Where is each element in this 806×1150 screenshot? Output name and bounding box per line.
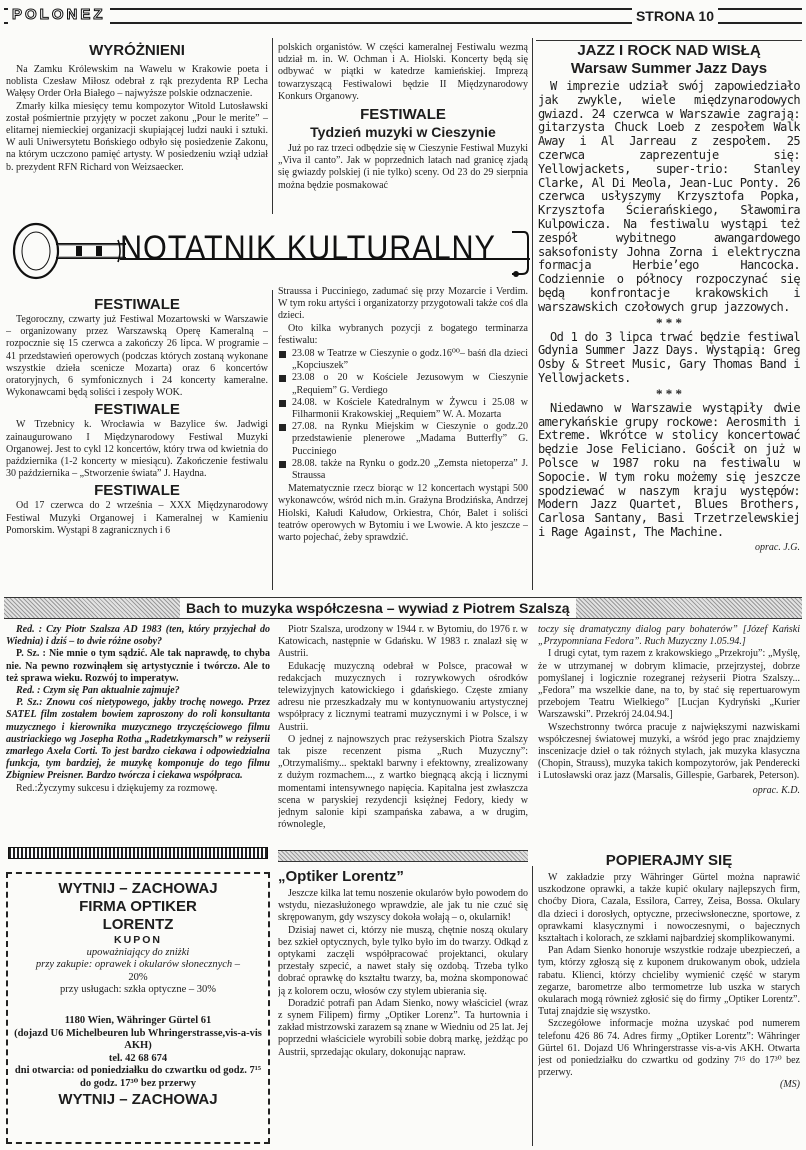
- column-rule: [532, 866, 533, 1146]
- paragraph: Doradzić potrafi pan Adam Sienko, nowy właściciel (wraz z synem Filipem) firmy „Optiker Lorenz”. Ta hurtownia i zakład mistrzowski zarazem są znane w Wiedniu od 25 lat. Jej poprzedni właściciele wyrobili sobie dobrą markę, jeżdżąc po Austrii, sprzedając okulary, dokonując napraw.: [278, 997, 528, 1058]
- paragraph: Pan Adam Sienko honoruje wszystkie rodzaje ubezpieczeń, a tym, którzy zgłoszą się z kuponem drukowanym obok, udziela rabatu. Klienci, którzy chcieliby wymienić część w starym zegarze, barometrze albo termometrze lub uszka w starych okularach mogą również zgłosić się do firmy „Optiker Lorentz”. Tutaj znajdzie się wszystko.: [538, 945, 800, 1018]
- optiker-col-1: [278, 866, 528, 1146]
- coupon-heading: WYTNIJ – ZACHOWAJ: [58, 1090, 218, 1108]
- paragraph: Oto kilka wybranych pozycji z bogatego terminarza festiwalu:: [278, 322, 528, 346]
- column-rule: [532, 38, 533, 590]
- interview-question: Red. : Czym się Pan aktualnie zajmuje?: [16, 685, 180, 697]
- signature: oprac. J.G.: [755, 541, 800, 553]
- section-title: POPIERAJMY SIĘ: [605, 852, 733, 869]
- paragraph: Szczegółowe informacje można uzyskać pod numerem telefonu 426 86 74. Adres firmy „Optiker Lorentz”: Währinger Gürtel 61. Dojazd U6 Whringerstrasse vis-a-vis AKH. Otwarta jest od poniedziałku do czwartku od godziny 7¹⁵ do 17³⁰ bez przerwy.: [538, 1018, 800, 1079]
- page-number: STRONA 10: [632, 8, 718, 24]
- section-festiwale-cieszyn: [278, 42, 528, 218]
- paragraph: Piotr Szalsza, urodzony w 1944 r. w Bytomiu, do 1976 r. w Katowicach, następnie w Gdańsku. W 1983 r. znalazł się w Austrii.: [278, 624, 528, 660]
- list-item: 27.08. na Rynku Miejskim w Cieszynie o godz.20 przedstawienie plenerowe „Madama Butterfly” G. Pucciniego: [278, 421, 528, 458]
- list-item: 28.08. także na Rynku o godz.20 „Zemsta nietoperza” J. Straussa: [278, 458, 528, 482]
- coupon-heading: WYTNIJ – ZACHOWAJ: [58, 880, 218, 897]
- paragraph: Matematycznie rzecz biorąc w 12 koncertach wystąpi 500 wykonawców, wśród nich m.in. Grażyna Brodzińska, Andrzej Hiolski, Kałudi Kałudow, Orkiestra, Chór, Balet i soliści teatrów operowych w Bytomiu i we Lwowie. A kto jeszcze – warto pojechać, żeby sprawdzić.: [278, 483, 528, 544]
- coupon-hours: dni otwarcia: od poniedziałku do czwartku od godz. 7¹⁵ do godz. 17³⁰ bez przerwy: [14, 1065, 262, 1089]
- interview-title: Bach to muzyka współczesna – wywiad z Piotrem Szalszą: [180, 598, 576, 618]
- paragraph: Niedawno w Warszawie wystąpiły dwie amerykańskie grupy rockowe: Aerosmith i Extreme. Wkrótce w stolicy koncertować będzie Jose Feliciano. Gościł on już w Polsce w 1987 roku na festiwalu w Sopocie. W tym roku możemy się jeszcze spodziewać w naszym kraju występów: Modern Jazz Quartet, Blues Brothers, Carlosa Santany, Basi Trzetrzelewskiej i Rage Against, The Machine.: [538, 400, 800, 539]
- section-title: JAZZ I ROCK NAD WISŁĄ: [577, 42, 761, 59]
- section-title: FESTIWALE: [360, 106, 446, 124]
- list-item: 23.08 w Teatrze w Cieszynie o godz.16⁰⁰– baśń dla dzieci „Kopciuszek”: [278, 348, 528, 372]
- interview-col-3: [538, 624, 800, 846]
- coupon-strip: [8, 847, 268, 859]
- section-festiwale-cieszyn-cont: [278, 286, 528, 592]
- optiker-bar: [278, 850, 528, 862]
- coupon-discount: 20%: [128, 971, 148, 983]
- paragraph: W Trzebnicy k. Wrocławia w Bazylice św. Jadwigi zainaugurowano I Międzynarodowy Festiwal Muzyki Organowej. Jest to cykl 12 koncertów, który trwa od kwietnia do października (1-2 koncerty w miesiącu). Zakończenie festiwalu 30 października – „Stworzenie świata” J. Haydna.: [6, 419, 268, 480]
- paragraph: Tegoroczny, czwarty już Festiwal Mozartowski w Warszawie – organizowany przez Warszawską Operę Kameralną – rozpocznie się 15 czerwca a zakończy 26 lipca. W programie – 41 przedstawień operowych (podczas których zostaną wykonane wszystkie dzieła scenicze Mozarta) oraz 6 koncertów oratoryjnych, 6 symfonicznych i 24 koncerty kameralne. Wykonawcami będą soliści i zespoły WOK.: [6, 314, 268, 399]
- banner-slide: [120, 258, 530, 260]
- paragraph: O jednej z najnowszych prac reżyserskich Piotra Szalszy tak pisze recenzent pisma „Ruch Muzyczny”: „Otrzymaliśmy... spektakl barwny i efektowny, zrealizowany z dużym rozmachem..., z wartko biegnącą akcją i licznymi momentami intensywnego napięcia. Kapitalna jest zwłaszcza scena w paryskiej rezydencji księżnej Fedory, kiedy w jednym salonie kipi szampańska zabawa, a w drugim, równolegle,: [278, 733, 528, 831]
- separator-stars: * * *: [656, 385, 682, 401]
- paragraph: Na Zamku Królewskim na Wawelu w Krakowie poeta i noblista Czesław Miłosz odebrał z rąk prezydenta RP Lecha Wałęsy Order Orła Białego – najwyższe polskie odznaczenie.: [6, 64, 268, 100]
- paragraph: Jeszcze kilka lat temu noszenie okularów było powodem do wstydu, niezasłużonego wprawdzie, ale jak tu nie czuć się skrępowanym, gdy wszyscy dokoła wołają – o, okularnik!: [278, 888, 528, 924]
- paragraph: Od 17 czerwca do 2 września – XXX Międzynarodowy Festiwal Muzyki Organowej i Kameralnej w Kamieniu Pomorskim. Wystąpi 8 zagranicznych i 6: [6, 500, 268, 536]
- interview-question: Red. : Czy Piotr Szalsza AD 1983 (ten, który przyjechał do Wiednia) i dziś – to dwie różne osoby?: [6, 624, 270, 648]
- optiker-col-2: [538, 852, 800, 1146]
- paragraph: Od 1 do 3 lipca trwać będzie festiwal Gdynia Summer Jazz Days. Wystąpią: Greg Osby & Street Music, Gary Thomas Band i Yellowjackets.: [538, 329, 800, 385]
- interview-col-1: [6, 624, 270, 834]
- section-festiwale-left: [6, 296, 268, 590]
- list-item: 24.08. w Kościele Katedralnym w Żywcu i 25.08 w Filharmonii Krakowskiej „Requiem” W. A. Mozarta: [278, 397, 528, 421]
- coupon-phone: tel. 42 68 674: [108, 1052, 168, 1064]
- section-title: FESTIWALE: [94, 401, 180, 419]
- paragraph: Straussa i Pucciniego, zadumać się przy Mozarcie i Verdim. W tym roku artyści i organizatorzy przygotowali także coś dla dzieci.: [278, 286, 528, 322]
- coupon-text: upoważniający do zniżki: [86, 946, 190, 958]
- section-wyroznieni: [6, 42, 268, 212]
- list-item: 23.08 o 20 w Kościele Jezusowym w Cieszynie „Requiem” G. Verdiego: [278, 372, 528, 396]
- section-title: FESTIWALE: [94, 482, 180, 500]
- paragraph: Edukację muzyczną odebrał w Polsce, pracował w redakcjach muzycznych i rozrywkowych ośrodków telewizyjnych katowickiego i gdańskiego. Częste zmiany adresu nie przeszkadzały mu w kontynuowaniu artystycznej współpracy z licznymi teatrami muzycznymi i w Polsce, i w Austrii.: [278, 660, 528, 733]
- interview-answer: P. Sz.: Znowu coś nietypowego, jakby trochę nowego. Przez SATEL film zostałem bowiem zaproszony do roli konsultanta muzycznego i kierownika muzycznego trzyczęściowego filmu austriackiego wg Josepha Rotha „Radetzkymarsch” w reżyserii zmarłego Axela Corti. To jest bardzo ciekawa i odpowiedzialna funkcja, tym bardziej, że muzykę komponuje do tego filmu Zbigniew Preisner. Bardzo twórcza i ciekawa współpraca.: [6, 697, 270, 782]
- event-list: [278, 348, 528, 482]
- coupon-company: LORENTZ: [102, 916, 174, 933]
- coupon-text: przy zakupie: oprawek i okularów słonecznych –: [35, 959, 241, 971]
- column-rule: [272, 290, 273, 590]
- paragraph: Wszechstronny twórca pracuje z największymi nazwiskami współczesnej światowej muzyki, a wśród jego prac znajdziemy inscenizacje dzieł o tak różnych stylach, jak muzyka klasyczna (Chopin, Strauss), muzyka takich kompozytorów, jak Penderecki i Lutosławski oraz jazz (Marsalis, Gillespie, Garbarek, Peterson).: [538, 721, 800, 782]
- paragraph: Zmarły kilka miesięcy temu kompozytor Witold Lutosławski został pośmiertnie przyjęty w poczet zakonu „Pour le merite” – elitarnej niemieckiej organizacji skupiającej ludzi nauki i sztuki. W auli Uniwersytetu Bońskiego odbyło się posiedzenie Zakonu, na którym uczczono pamięć artysty. W posiedzeniu wziął udział b. prezydent RFN Richard von Weizsaecker.: [6, 100, 268, 173]
- paragraph: Dzisiaj nawet ci, którzy nie muszą, chętnie noszą okulary bez szkieł optycznych, byle tylko było im do twarzy. Odkąd z optykami zaczęli współpracować projektanci, okulary przestały szpecić, a nawet stały się ozdobą. Trzeba tylko dobrać oprawkę do kształtu twarzy, ba, można skomponować ją z kolorem oczu, włosów czy stylem ubierania się.: [278, 924, 528, 997]
- separator-stars: * * *: [656, 314, 682, 330]
- coupon-label: KUPON: [114, 934, 162, 946]
- paragraph: W imprezie udział swój zapowiedziało jak zwykle, wiele międzynarodowych gwiazd. 24 czerwca w Warszawie zagrają: gitarzysta Chuck Loeb z zespołem Walk Away i Al Jarreau z zespołem. 25 czerwca zaprezentuje się: Yellowjackets, super-trio: Stanley Clarke, Al Di Meola, Jean-Luc Ponty. 26 czerwca usłyszymy Krzysztofa Popka, Krzysztofa Ścierańskiego, Sławomira Kulpowicza. Na festiwalu wystąpi też zespół wybitnego awangardowego saksofonisty Johna Zorna i elektryczna formacja Herbie’ego Hancocka. Codziennie o północy rozpoczynać się będą konfrontacje krakowskich i warszawskich czołowych grup jazzowych.: [538, 79, 800, 314]
- coupon: [6, 872, 270, 1144]
- section-title: FESTIWALE: [94, 296, 180, 313]
- section-subtitle: Tydzień muzyki w Cieszynie: [310, 124, 496, 141]
- paragraph: W zakładzie przy Währinger Gürtel można naprawić uszkodzone oprawki, a także kupić okulary najlepszych firm, choćby Diora, Cazala, Essilora, Carrey, Zeisa, Bossa. Okulary dla dzieci i dorosłych, optyczne, przeciwsłoneczne, sportowe, z oprawkami klasycznymi i nowoczesnymi, o bajecznych kształtach i kolorach, ze szkłami najbardziej skomplikowanymi.: [538, 872, 800, 945]
- signature: oprac. K.D.: [752, 784, 800, 796]
- paragraph: toczy się dramatyczny dialog pary bohaterów” [Józef Kański „Przypomniana Fedora”. Ruch Muzyczny 1.05.94.]: [538, 624, 800, 648]
- paragraph: polskich organistów. W części kameralnej Festiwalu wezmą udział m. in. W. Ochman i A. Hiolski. Koncerty będą się odbywać w piątki w katedrze kamieńskiej. Imprezą towarzyszącą Festiwalowi będzie II Międzynarodowy Konkurs Organowy.: [278, 42, 528, 102]
- column-rule: [272, 38, 273, 214]
- brand-logo: POLONEZ: [8, 6, 110, 26]
- section-title: WYRÓŻNIENI: [89, 42, 185, 59]
- interview-closing: Red.:Życzymy sukcesu i dziękujemy za rozmowę.: [16, 782, 218, 794]
- paragraph: I drugi cytat, tym razem z krakowskiego „Przekroju”: „Myślę, że w utrzymanej w dobrym klimacie, przejrzystej, dobrze pomyślanej i logicznie rozegranej reżyserii Piotra Szalszy... „Fedora” ma wszelkie dane, na to, by stać się repertuarowym przebojem Teatru Wielkiego” [Lucjan Kydryński „Kurier Warszawski”. Przekrój 24.04.94.]: [538, 648, 800, 721]
- section-subtitle: Warsaw Summer Jazz Days: [570, 60, 768, 77]
- section-rule: [536, 40, 802, 41]
- coupon-address: (dojazd U6 Michelbeuren lub Whringerstrasse,vis-a-vis AKH): [14, 1027, 262, 1052]
- section-jazz: [538, 42, 800, 592]
- interview-answer: P. Sz. : Nie mnie o tym sądzić. Ale tak naprawdę, to chyba nie. Na pewno rozwinąłem się artystycznie i twórczo. Ale to też sprawa wieku. Rozwój to imperatyw.: [6, 648, 270, 684]
- coupon-address: 1180 Wien, Währinger Gürtel 61: [64, 1014, 212, 1026]
- signature: (MS): [780, 1079, 800, 1091]
- interview-col-2: [278, 624, 528, 840]
- optiker-title: „Optiker Lorentz”: [278, 868, 404, 885]
- paragraph: Już po raz trzeci odbędzie się w Cieszynie Festiwal Muzyki „Viva il canto”. Jak w poprzednich latach nad granicę zjadą się gwiazdy polskiej (i nie tylko) sceny. Od 23 do 29 sierpnia można będzie posmakować: [278, 143, 528, 191]
- coupon-company: FIRMA OPTIKER: [79, 898, 197, 915]
- banner-title: NOTATNIK KULTURALNY: [120, 229, 496, 267]
- coupon-text: przy usługach: szkła optyczne – 30%: [60, 984, 216, 996]
- trombone-end-icon: [510, 228, 530, 278]
